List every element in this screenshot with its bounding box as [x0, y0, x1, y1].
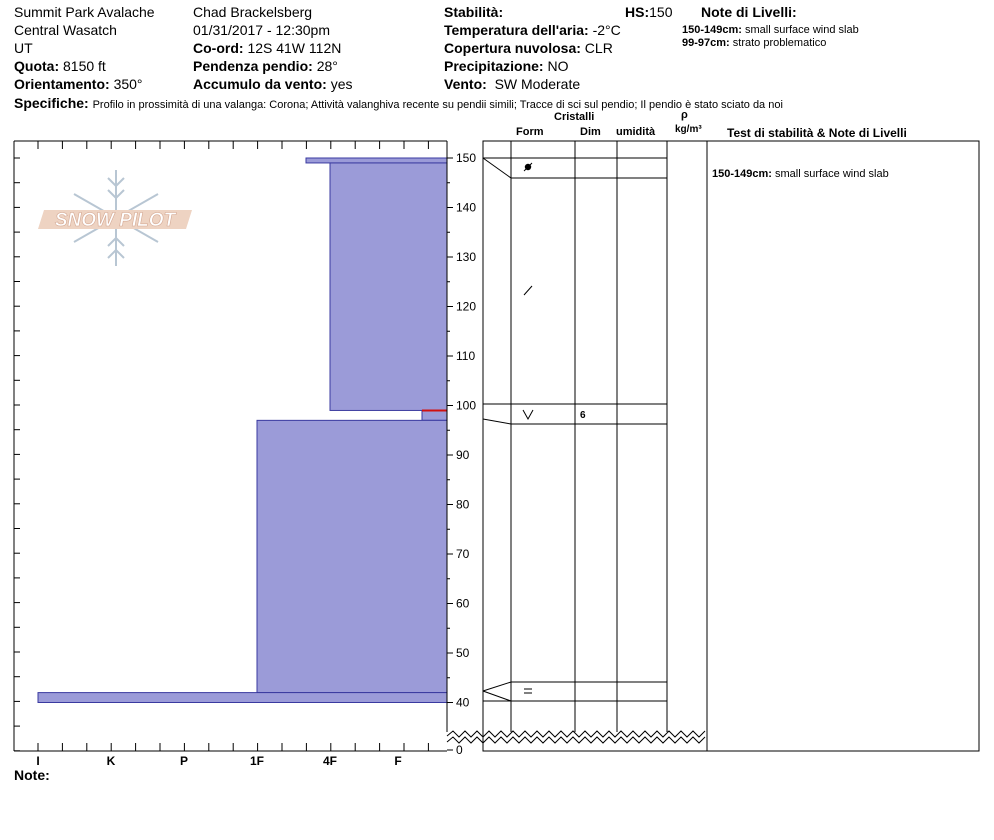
hardness-layer — [306, 158, 447, 163]
stability-note-text: small surface wind slab — [775, 168, 889, 180]
faceted-slash-icon — [524, 286, 532, 295]
snowpilot-logo — [38, 170, 192, 266]
height-tick-label: 130 — [456, 250, 477, 264]
hs-label: HS: — [625, 4, 650, 20]
density-unit-header: kg/m³ — [675, 124, 702, 135]
crystals-header: Cristalli — [554, 111, 595, 123]
wind-label: Vento: — [444, 76, 487, 92]
layer-note-range: 150-149cm: — [682, 24, 742, 36]
cloud-value: CLR — [584, 40, 613, 56]
wind-loading-value: yes — [330, 76, 353, 92]
hardness-layer — [330, 163, 447, 411]
hardness-label: F — [394, 754, 402, 768]
table-frame — [483, 141, 979, 751]
site-name: Summit Park Avalache — [14, 4, 155, 20]
height-tick-label: 110 — [456, 349, 476, 363]
aspect-label: Orientamento: — [14, 76, 110, 92]
height-tick-label: 120 — [456, 299, 477, 314]
hardness-label: 1F — [249, 754, 265, 768]
air-temp-value: -2°C — [592, 22, 621, 38]
hardness-layer — [38, 693, 447, 703]
precip-value: NO — [547, 58, 569, 74]
logo-text: SNOW PILOT — [54, 210, 176, 231]
observation-datetime: 01/31/2017 - 12:30pm — [193, 22, 330, 38]
hs-value: 150 — [649, 4, 673, 20]
stability-notes-header: Test di stabilità & Note di Livelli — [727, 126, 907, 140]
height-tick-label: 70 — [456, 547, 470, 561]
hardness-label: I — [36, 754, 40, 768]
specifics-value: Profilo in prossimità di una valanga: Corona; Attività valanghiva recente su pendii simili; Tracce di sci sul pendio; Il pendio è stato sciato da noi — [92, 99, 783, 111]
density-rho-header: ρ — [681, 109, 688, 121]
cloud-label: Copertura nuvolosa: — [444, 40, 581, 56]
specifics-label: Specifiche: — [14, 95, 89, 111]
height-tick-label: 80 — [456, 497, 470, 512]
crystal-dim: 6 — [580, 410, 586, 421]
observer-name: Chad Brackelsberg — [193, 4, 313, 20]
elevation-value: 8150 ft — [63, 58, 106, 74]
stability-note — [712, 168, 889, 180]
height-tick-label: 140 — [456, 200, 477, 215]
humidity-header: umidità — [616, 126, 656, 138]
axis-break-zigzag — [447, 737, 705, 743]
coord-label: Co-ord: — [193, 40, 244, 56]
height-tick-label: 0 — [456, 743, 463, 757]
depth-hoar-icon — [523, 410, 533, 419]
crystal-row-connector — [483, 682, 511, 691]
state-name: UT — [14, 40, 33, 56]
height-tick-label: 60 — [456, 596, 470, 611]
hardness-label: 4F — [322, 754, 338, 768]
crystal-row-connector — [483, 419, 511, 424]
height-tick-label: 90 — [456, 448, 470, 462]
layer-note-range: 99-97cm: — [682, 37, 730, 49]
layer-notes-title: Note di Livelli: — [701, 4, 797, 20]
precip-label: Precipitazione: — [444, 58, 544, 74]
layer-note-text: small surface wind slab — [745, 24, 859, 36]
range-name: Central Wasatch — [14, 22, 117, 38]
slope-value: 28° — [316, 58, 338, 74]
slope-label: Pendenza pendio: — [193, 58, 313, 74]
layer-note-text: strato problematico — [732, 37, 827, 49]
height-tick-label: 150 — [456, 151, 477, 165]
wind-loading-label: Accumulo da vento: — [193, 76, 327, 92]
hardness-layers — [38, 158, 447, 703]
crystal-table — [483, 141, 979, 751]
elevation-label: Quota: — [14, 58, 60, 74]
hardness-label: P — [179, 754, 189, 768]
aspect-value: 350° — [113, 76, 143, 92]
height-tick-label: 100 — [456, 398, 477, 413]
hardness-layer — [422, 410, 447, 420]
crystal-row-connector — [483, 158, 511, 178]
axis-break-zigzag — [447, 731, 705, 737]
form-header: Form — [516, 126, 544, 138]
hardness-layer — [257, 420, 447, 692]
note-label: Note: — [14, 767, 50, 783]
height-axis — [447, 141, 705, 757]
height-tick-label: 50 — [456, 646, 470, 660]
wind-value: SW Moderate — [494, 76, 581, 92]
stability-note-range: 150-149cm: — [712, 168, 775, 180]
crystal-row-connector — [483, 691, 511, 701]
stability-label: Stabilità: — [444, 4, 504, 20]
dim-header: Dim — [580, 126, 601, 138]
coord-value: 12S 41W 112N — [247, 40, 342, 56]
height-tick-label: 40 — [456, 695, 470, 710]
air-temp-label: Temperatura dell'aria: — [444, 22, 589, 38]
hardness-label: K — [106, 754, 116, 768]
